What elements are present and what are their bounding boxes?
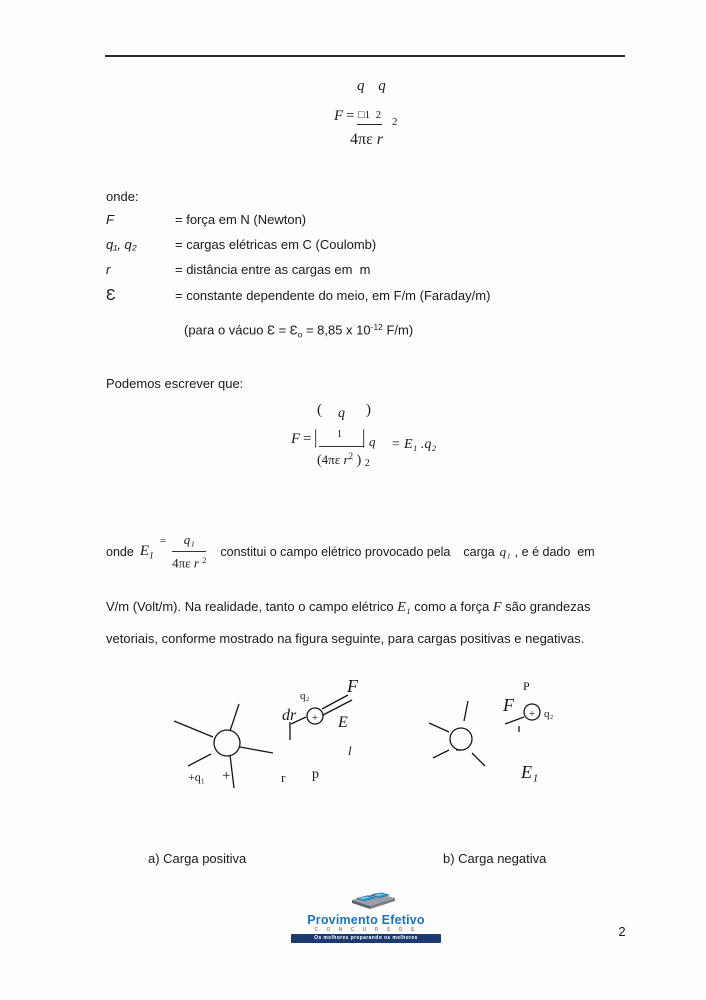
where-row-epsilon [106,287,626,305]
caption-b: b) Carga negativa [443,851,547,866]
paren-close: ) [366,402,371,418]
l-label: l [348,743,352,758]
body-paragraph [106,592,623,654]
paragraph-text: como a força [410,599,493,614]
dr-label: dr [282,707,297,724]
top-q: q [338,406,345,421]
where-row-F [106,212,626,227]
intro-podemos: Podemos escrever que: [106,376,244,391]
definition: = cargas elétricas em C (Coulomb) [175,237,377,252]
plus-q1-label: +q₁ [188,770,205,784]
field-text-b: carga [463,545,495,559]
bar-left: | [314,425,318,448]
equals: = [159,535,167,547]
fraction-bar [319,446,364,447]
page-number: 2 [618,924,626,939]
r-label: r [281,770,286,785]
field-equals: = [303,431,312,447]
coulomb-equals: = [346,108,355,124]
plus-label: + [222,768,231,784]
field-definition-line [106,523,595,581]
frac-one: 1 [337,429,342,440]
logo-icon [349,883,397,910]
P-label: P [523,679,530,693]
where-label: onde: [106,189,139,204]
plus-in-circle: + [311,712,319,724]
symbol: r [106,262,111,277]
coulomb-numerator: q q [357,78,391,94]
logo-title: Provimento Efetivo [307,913,425,927]
F-vector-label: F [503,695,514,715]
coulomb-subscript: 2 [392,116,398,128]
field-text-c: , e é dado em [514,545,595,559]
onde: onde [106,545,134,559]
logo-tagline: Os melhores preparando os melhores [314,935,418,941]
positive-charge-circle [214,730,240,756]
charge-figure [100,660,620,810]
caption-a: a) Carga positiva [148,851,247,866]
coulomb-denominator: 4πε r [350,131,384,148]
where-row-r [106,262,626,277]
F-vector-label: F [347,676,358,696]
E-vector-label: E [338,714,348,731]
E1-fraction: $\frac{\text{q₁}}{4\pi\varepsilon r ^2}$ [172,532,207,571]
coulomb-bar: □1 2 [357,107,382,125]
E1-inline: E₁ [397,600,411,615]
p-label: p [312,767,319,782]
logo-subtitle: C O N C U R S O S [314,927,418,933]
coulomb-F: F [334,108,344,124]
E1-vector-label: E₁ [521,762,539,782]
F-inline: F [492,600,502,615]
paren-open: ( [317,402,322,418]
definition: = distância entre as cargas em m [175,262,371,277]
rhs-q: q [369,434,376,449]
definition: = força em N (Newton) [175,212,307,227]
q2-label: q₂ [300,690,310,702]
logo [291,883,441,943]
where-row-q [106,237,626,252]
negative-charge-circle [450,728,472,750]
field-text-a: constitui o campo elétrico provocado pela [220,545,451,559]
paragraph-text: são grandezas vetoriais, conforme mostrado na figura seguinte, para cargas positivas e negativas. [106,599,591,646]
vacuum-note: (para o vácuo Ɛ = $Ɛ_o = 8,85$ x $10^{-12}$ F/m) [184,322,414,340]
bottom-row: (4πε $r^2$ ) 2 [317,451,370,469]
definition: = constante dependente do meio, em F/m (Faraday/m) [175,288,491,303]
plus-in-circle: + [528,708,536,720]
field-F: F [291,431,301,447]
field-result: = E₁ .q₂ [391,437,437,452]
symbol: F [106,212,114,227]
symbol: Ɛ [106,287,116,304]
header-rule [105,55,625,57]
paragraph-text: V/m (Volt/m). Na realidade, tanto o campo elétrico [106,599,398,614]
q2-label: q₂ [544,708,554,720]
E1-symbol: $E_1$ [139,542,154,562]
bar-right: | [362,425,366,448]
symbol: q₁, q₂ [106,237,137,252]
logo-tagline-bar [291,934,441,943]
q1-symbol: q₁ [499,544,511,559]
